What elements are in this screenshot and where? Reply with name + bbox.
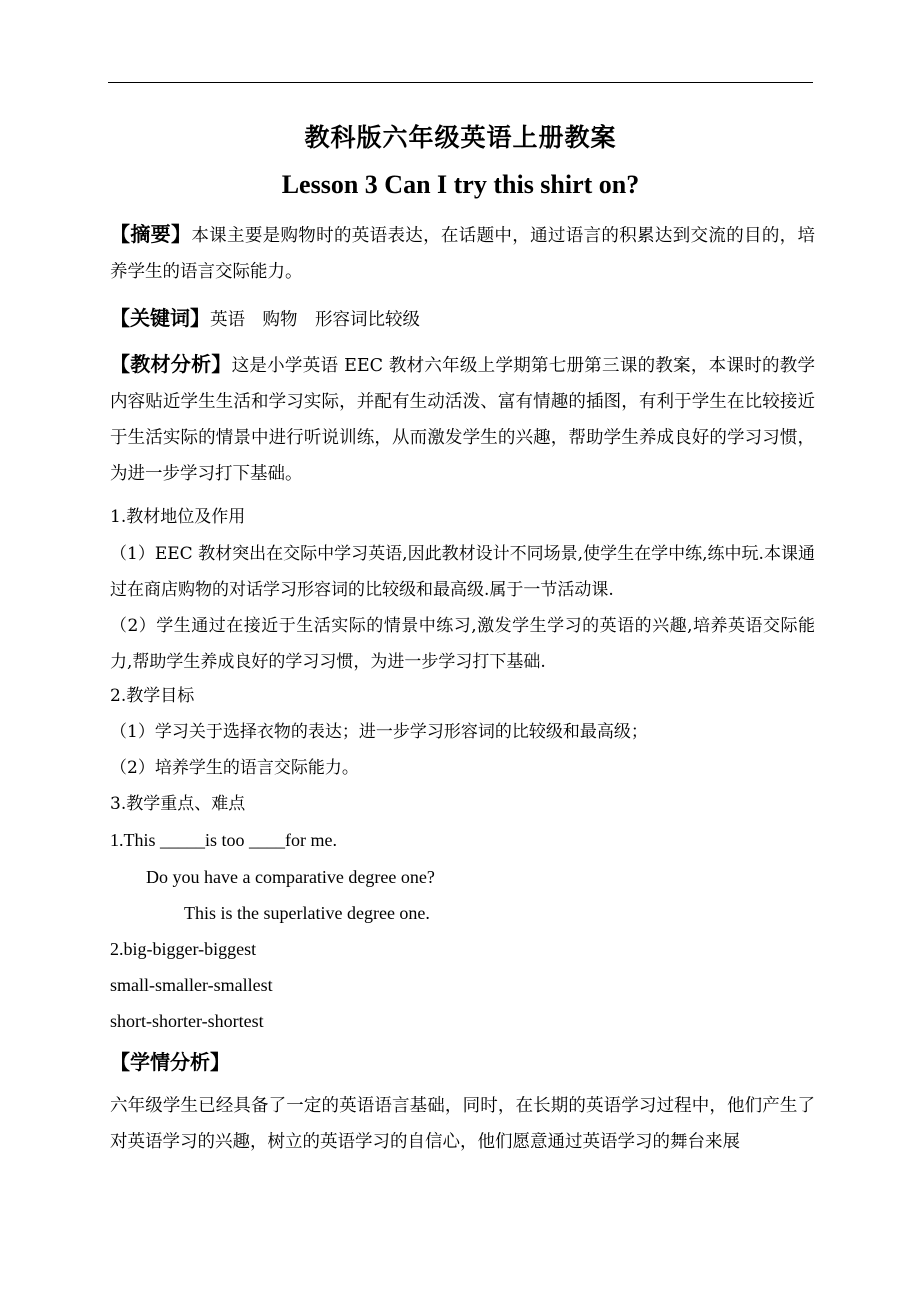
- learner-analysis-label: 【学情分析】: [110, 1050, 230, 1074]
- section2-heading: 2.教学目标: [110, 686, 195, 706]
- keywords-text: 英语 购物 形容词比较级: [210, 310, 420, 330]
- material-analysis-text: 这是小学英语 EEC 教材六年级上学期第七册第三课的教案，本课时的教学内容贴近学生生活和学习实际，并配有生动活泼、富有情趣的插图，有利于学生在比较接近于生活实际的情景中进行听说训练，从而激发学生的兴趣，帮助学生养成良好的学习习惯，为进一步学习打下基础。: [110, 356, 816, 484]
- word-set-big: 2.big-bigger-biggest: [110, 939, 257, 959]
- learner-analysis-text: 六年级学生已经具备了一定的英语语言基础，同时，在长期的英语学习过程中，他们产生了对英语学习的兴趣，树立的英语学习的自信心，他们愿意通过英语学习的舞台来展: [110, 1096, 815, 1152]
- abstract-paragraph: [110, 216, 815, 290]
- section3-heading: 3.教学重点、难点: [110, 794, 246, 814]
- abstract-label: 【摘要】: [110, 222, 192, 246]
- header-rule: [108, 82, 813, 83]
- section2-item2: （2）培养学生的语言交际能力。: [110, 758, 359, 778]
- section1-heading: 1.教材地位及作用: [110, 507, 246, 527]
- section1-item2: （2）学生通过在接近于生活实际的情景中练习,激发学生学习的英语的兴趣,培养英语交际能力,帮助学生养成良好的学习习惯，为进一步学习打下基础.: [110, 616, 815, 672]
- material-analysis-paragraph: [110, 346, 815, 492]
- keywords-label: 【关键词】: [110, 306, 210, 330]
- key-sentence-3: This is the superlative degree one.: [184, 903, 430, 923]
- word-set-short: short-shorter-shortest: [110, 1011, 264, 1031]
- key-sentence-1: 1.This _____is too ____for me.: [110, 830, 337, 850]
- section1-item1: （1）EEC 教材突出在交际中学习英语,因此教材设计不同场景,使学生在学中练,练中玩.本课通过在商店购物的对话学习形容词的比较级和最高级.属于一节活动课.: [110, 544, 815, 600]
- key-sentence-2: Do you have a comparative degree one?: [146, 867, 435, 887]
- material-analysis-label: 【教材分析】: [110, 352, 232, 376]
- abstract-text: 本课主要是购物时的英语表达，在话题中，通过语言的积累达到交流的目的，培养学生的语言交际能力。: [110, 226, 816, 282]
- document-title-cn: 教科版六年级英语上册教案: [304, 123, 617, 152]
- keywords-paragraph: [110, 300, 815, 338]
- section2-item1: （1）学习关于选择衣物的表达；进一步学习形容词的比较级和最高级；: [110, 722, 648, 742]
- word-set-small: small-smaller-smallest: [110, 975, 273, 995]
- document-title-en: Lesson 3 Can I try this shirt on?: [281, 170, 640, 199]
